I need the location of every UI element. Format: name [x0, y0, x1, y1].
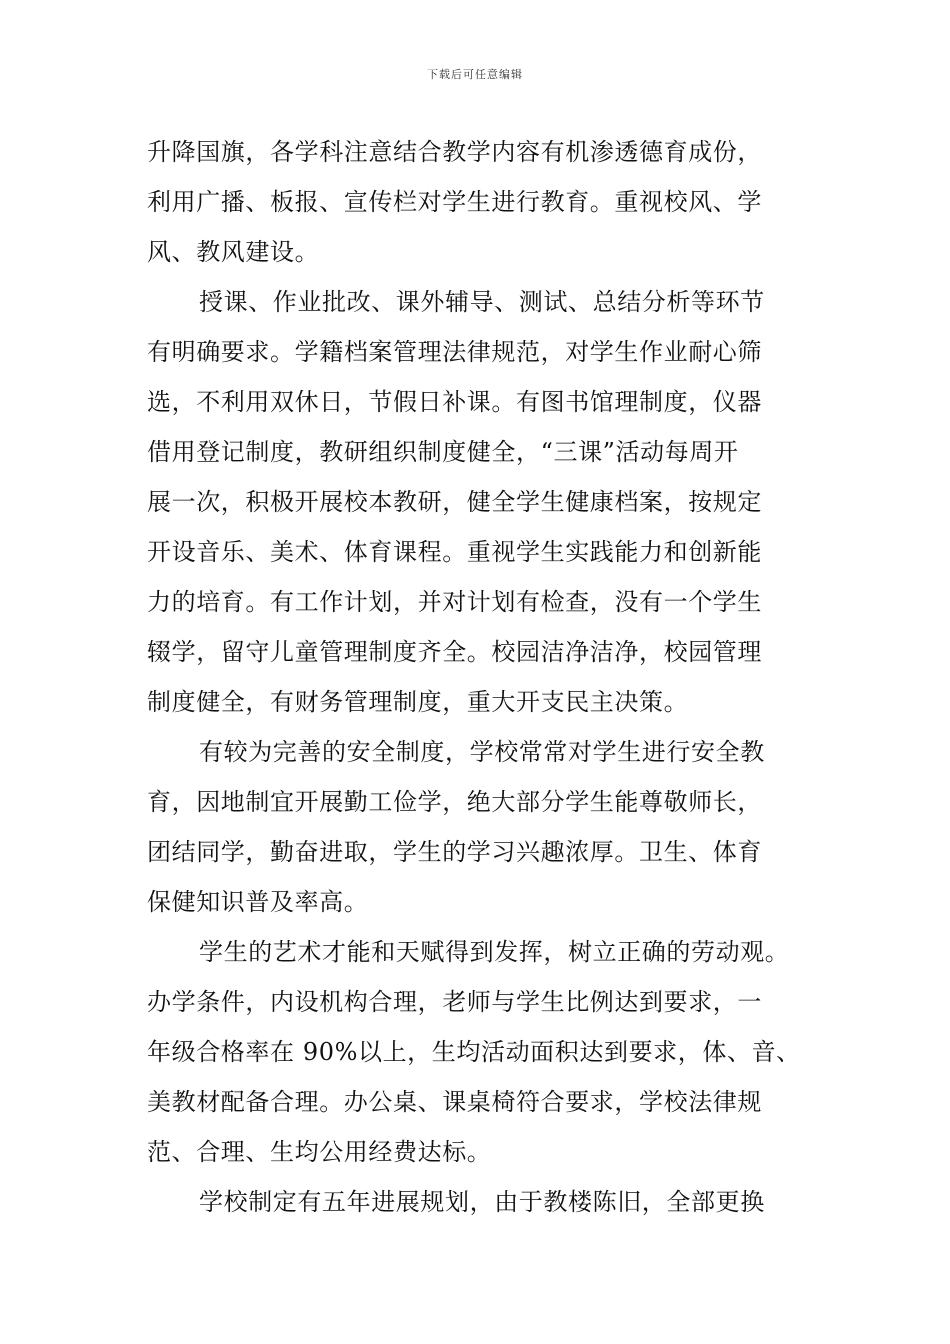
text-line: 升降国旗，各学科注意结合教学内容有机渗透德育成份，	[147, 138, 762, 166]
text-line: 美教材配备合理。办公桌、课桌椅符合要求，学校法律规	[147, 1088, 762, 1116]
text-line: 开设音乐、美术、体育课程。重视学生实践能力和创新能	[147, 538, 762, 566]
text-line: 年级合格率在 90%以上，生均活动面积达到要求，体、音、	[147, 1038, 801, 1066]
paragraph-first-line: 学校制定有五年进展规划，由于教楼陈旧，全部更换	[199, 1188, 765, 1216]
body-text	[147, 127, 812, 1227]
text-line: 借用登记制度，教研组织制度健全，“三课”活动每周开	[147, 438, 739, 466]
paragraph-first-line: 学生的艺术才能和天赋得到发挥，树立正确的劳动观。	[199, 938, 790, 966]
text-line: 选，不利用双休日，节假日补课。有图书馆理制度，仪器	[147, 388, 762, 416]
text-line: 力的培育。有工作计划，并对计划有检查，没有一个学生	[147, 588, 762, 616]
text-line: 辍学，留守儿童管理制度齐全。校园洁净洁净，校园管理	[147, 638, 762, 666]
text-line: 利用广播、板报、宣传栏对学生进行教育。重视校风、学	[147, 188, 762, 216]
text-line: 范、合理、生均公用经费达标。	[147, 1138, 492, 1166]
text-line: 风、教风建设。	[147, 238, 320, 266]
text-line: 保健知识普及率高。	[147, 888, 369, 916]
text-line: 团结同学，勤奋进取，学生的学习兴趣浓厚。卫生、体育	[147, 838, 762, 866]
paragraph-first-line: 有较为完善的安全制度，学校常常对学生进行安全教	[199, 738, 765, 766]
text-line: 制度健全，有财务管理制度，重大开支民主决策。	[147, 688, 689, 716]
text-line: 展一次，积极开展校本教研，健全学生健康档案，按规定	[147, 488, 762, 516]
page-header: 下载后可任意编辑	[427, 68, 523, 81]
text-line: 办学条件，内设机构合理，老师与学生比例达到要求，一	[147, 988, 762, 1016]
paragraph-first-line: 授课、作业批改、课外辅导、测试、总结分析等环节	[199, 288, 765, 316]
text-line: 有明确要求。学籍档案管理法律规范，对学生作业耐心筛	[147, 338, 762, 366]
text-line: 育，因地制宜开展勤工俭学，绝大部分学生能尊敬师长，	[147, 788, 762, 816]
